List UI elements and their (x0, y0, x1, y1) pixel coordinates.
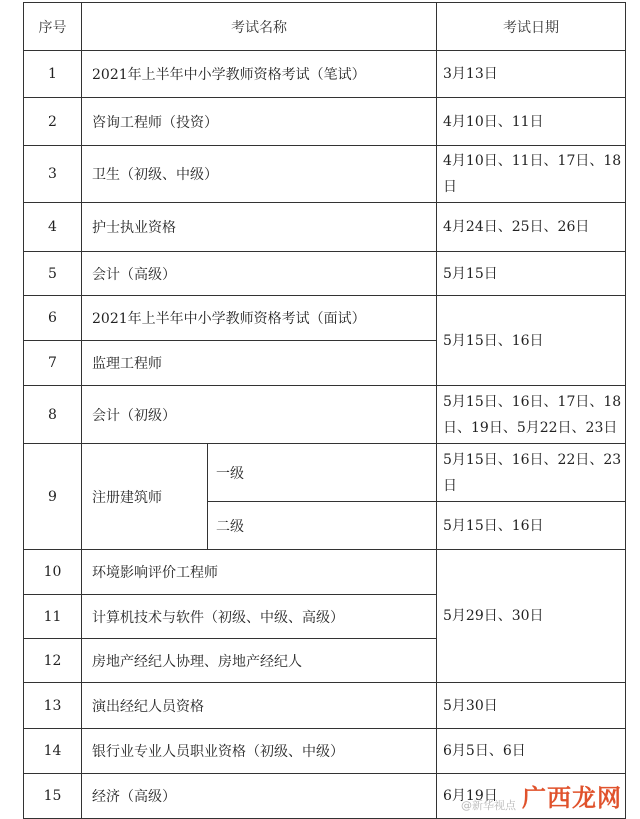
row-seq: 7 (24, 341, 82, 386)
row-name: 会计（高级） (82, 252, 437, 296)
row-name: 会计（初级） (82, 386, 437, 444)
row-name: 2021年上半年中小学教师资格考试（笔试） (82, 51, 437, 98)
table-row (24, 51, 626, 98)
row-seq: 15 (24, 774, 82, 819)
table-row (24, 683, 626, 729)
row-seq: 6 (24, 296, 82, 341)
row-seq: 12 (24, 639, 82, 683)
header-seq: 序号 (24, 3, 82, 51)
row-sub-level: 二级 (208, 502, 437, 550)
table-row (24, 386, 626, 444)
table-row (24, 98, 626, 146)
row-seq: 5 (24, 252, 82, 296)
row-name: 环境影响评价工程师 (82, 550, 437, 595)
row-name: 房地产经纪人协理、房地产经纪人 (82, 639, 437, 683)
row-seq: 10 (24, 550, 82, 595)
row-seq: 3 (24, 146, 82, 203)
table-row (24, 444, 626, 502)
table-row (24, 550, 626, 595)
row-date: 6月5日、6日 (437, 729, 626, 774)
exam-schedule-table (23, 2, 626, 819)
table-row (24, 203, 626, 252)
row-name: 银行业专业人员职业资格（初级、中级） (82, 729, 437, 774)
header-name: 考试名称 (82, 3, 437, 51)
row-seq: 4 (24, 203, 82, 252)
row-name: 注册建筑师 (82, 444, 208, 550)
row-date: 5月15日、16日、22日、23日 (437, 444, 626, 502)
row-name: 卫生（初级、中级） (82, 146, 437, 203)
row-seq: 14 (24, 729, 82, 774)
row-name: 2021年上半年中小学教师资格考试（面试） (82, 296, 437, 341)
table-row (24, 252, 626, 296)
row-date: 5月15日、16日 (437, 296, 626, 386)
watermark (461, 778, 622, 813)
row-date: 6月19日 (437, 774, 626, 819)
row-name: 演出经纪人员资格 (82, 683, 437, 729)
watermark-handle: @新华视点 (461, 799, 516, 812)
row-sub-level: 一级 (208, 444, 437, 502)
row-name: 咨询工程师（投资） (82, 98, 437, 146)
table-row (24, 729, 626, 774)
table-row (24, 146, 626, 203)
row-date: 4月10日、11日 (437, 98, 626, 146)
row-date: 5月15日、16日 (437, 502, 626, 550)
row-date: 5月30日 (437, 683, 626, 729)
row-seq: 11 (24, 595, 82, 639)
row-seq: 8 (24, 386, 82, 444)
row-date: 4月24日、25日、26日 (437, 203, 626, 252)
row-date: 5月29日、30日 (437, 550, 626, 683)
header-row (24, 3, 626, 51)
row-seq: 13 (24, 683, 82, 729)
row-date: 4月10日、11日、17日、18日 (437, 146, 626, 203)
row-name: 计算机技术与软件（初级、中级、高级） (82, 595, 437, 639)
row-seq: 1 (24, 51, 82, 98)
row-seq: 2 (24, 98, 82, 146)
row-seq: 9 (24, 444, 82, 550)
table-row (24, 296, 626, 341)
row-name: 护士执业资格 (82, 203, 437, 252)
row-name: 经济（高级） (82, 774, 437, 819)
row-name: 监理工程师 (82, 341, 437, 386)
header-date: 考试日期 (437, 3, 626, 51)
row-date: 5月15日、16日、17日、18日、19日、5月22日、23日 (437, 386, 626, 444)
row-date: 5月15日 (437, 252, 626, 296)
row-date: 3月13日 (437, 51, 626, 98)
watermark-logo: 广西龙网 (522, 784, 622, 812)
